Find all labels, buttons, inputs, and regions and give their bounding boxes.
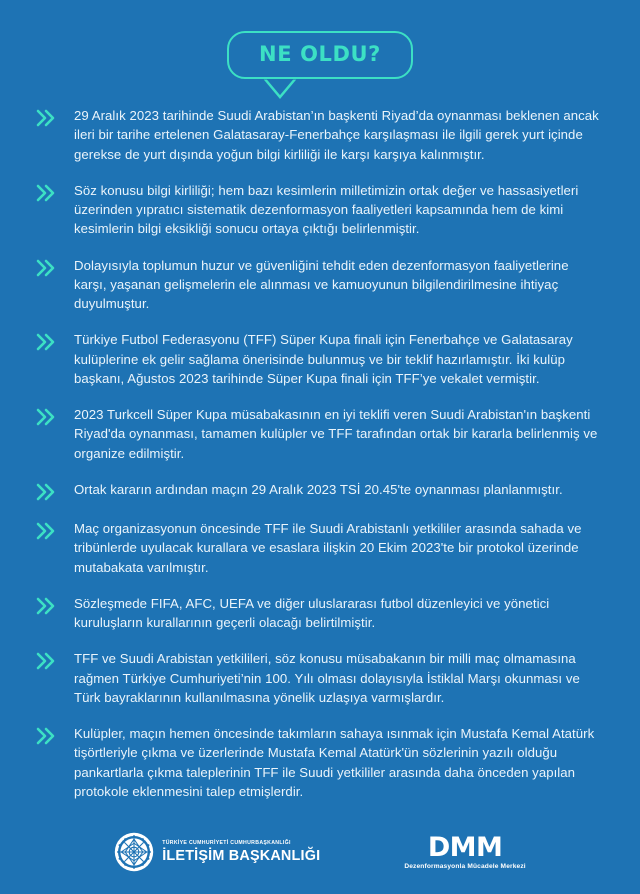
dmm-logo (404, 831, 526, 871)
page-title: NE OLDU? (259, 42, 381, 66)
list-item-text: Ortak kararın ardından maçın 29 Aralık 2023 TSİ 20.45'te oynanması planlanmıştır. (74, 481, 563, 497)
speech-bubble-wrapper (227, 31, 413, 79)
list-item (36, 405, 604, 463)
list-item (36, 480, 604, 502)
double-chevron-right-icon (36, 183, 58, 203)
iletisim-baskanligi-logo (114, 832, 320, 872)
list-item-text: TFF ve Suudi Arabistan yetkilileri, söz konusu müsabakanın bir milli maç olmamasına rağmen Türkiye Cumhuriyeti’nin 100. Yılı olması dolayısıyla İstiklal Marşı okunması ve Türk bayraklarının kullanılmasına yönelik uzlaşıya varmışlardır. (74, 651, 580, 705)
statement-list (0, 100, 640, 818)
list-item (36, 594, 604, 633)
header-zone (0, 0, 640, 100)
dmm-logo-subtitle: Dezenformasyonla Mücadele Merkezi (404, 862, 526, 870)
double-chevron-right-icon (36, 108, 58, 128)
list-item (36, 724, 604, 801)
list-item-text: 29 Aralık 2023 tarihinde Suudi Arabistan’ın başkenti Riyad’da oynanması beklenen ancak ileri bir tarihe ertelenen Galatasaray-Fenerbahçe karşılaşması ile ilgili gerek yurt içinde gerekse de yurt dışında yoğun bilgi kirliliği ile karşı karşıya kalınmıştır. (74, 108, 599, 162)
list-item-text: Dolayısıyla toplumun huzur ve güvenliğini tehdit eden dezenformasyon faaliyetlerine karşı, yaşanan gelişmelerin ele alınması ve kamuoyunun bilgilendirilmesine ihtiyaç duyulmuştur. (74, 257, 569, 312)
double-chevron-right-icon (36, 726, 58, 746)
list-item (36, 181, 604, 239)
iletisim-logo-top-line: TÜRKİYE CUMHURİYETİ CUMHURBAŞKANLIĞI (162, 840, 291, 847)
speech-bubble-tail-icon (263, 77, 297, 99)
list-item-text: Sözleşmede FIFA, AFC, UEFA ve diğer uluslararası futbol düzenleyici ve yönetici kuruluşların kurallarının geçerli olacağı belirtilmiştir. (74, 595, 550, 631)
list-item-text: Maç organizasyonun öncesinde TFF ile Suudi Arabistanlı yetkililer arasında sahada ve tribünlerde uyulacak kurallara ve esaslara ilişkin 20 Ekim 2023'te bir protokol üzerinde mutabakata varılmıştır. (74, 520, 582, 575)
list-item-text: Türkiye Futbol Federasyonu (TFF) Süper Kupa finali için Fenerbahçe ve Galatasaray kulüplerine ek gelir sağlama önerisinde bulunmuş ve bir teklif hazırlamıştır. İki kulüp başkanı, Ağustos 2023 tarihinde Süper Kupa finali için TFF’ye vekalet vermiştir. (74, 332, 573, 386)
double-chevron-right-icon (36, 332, 58, 352)
double-chevron-right-icon (36, 521, 58, 541)
iletisim-logo-text (162, 841, 320, 863)
speech-bubble (227, 31, 413, 79)
double-chevron-right-icon (36, 258, 58, 278)
list-item (36, 519, 604, 577)
double-chevron-right-icon (36, 482, 58, 502)
list-item (36, 256, 604, 314)
double-chevron-right-icon (36, 651, 58, 671)
double-chevron-right-icon (36, 596, 58, 616)
list-item-text: Kulüpler, maçın hemen öncesinde takımların sahaya ısınmak için Mustafa Kemal Atatürk tişörtleriyle çıkma ve üzerlerinde Mustafa Kemal Atatürk'ün sözlerinin yazılı olduğu pankartlarla çıkma taleplerinin TFF ile Suudi yetkililer arasında daha önceden yapılan protokole eklenmesini talep etmişlerdir. (74, 726, 595, 799)
double-chevron-right-icon (36, 407, 58, 427)
list-item-text: 2023 Turkcell Süper Kupa müsabakasının en iyi teklifi veren Suudi Arabistan'ın başkenti Riyad'da oynanması, tamamen kulüpler ve TFF tarafından ortak bir kararla belirlenmiş ve organize edilmiştir. (74, 407, 598, 461)
list-item (36, 649, 604, 707)
list-item (36, 106, 604, 164)
list-item (36, 330, 604, 388)
presidency-rosette-emblem-icon (114, 832, 154, 872)
dmm-logo-main: DMM (427, 831, 503, 863)
iletisim-logo-main-line: İLETİŞİM BAŞKANLIĞI (162, 847, 321, 864)
footer (0, 818, 640, 894)
list-item-text: Söz konusu bilgi kirliliği; hem bazı kesimlerin milletimizin ortak değer ve hassasiyetleri üzerinden yıpratıcı sistematik dezenformasyon faaliyetleri kapsamında hem de kimi kesimlerin bilgi eksikliği sonucu ortaya çıktığı belirlenmiştir. (74, 182, 579, 237)
